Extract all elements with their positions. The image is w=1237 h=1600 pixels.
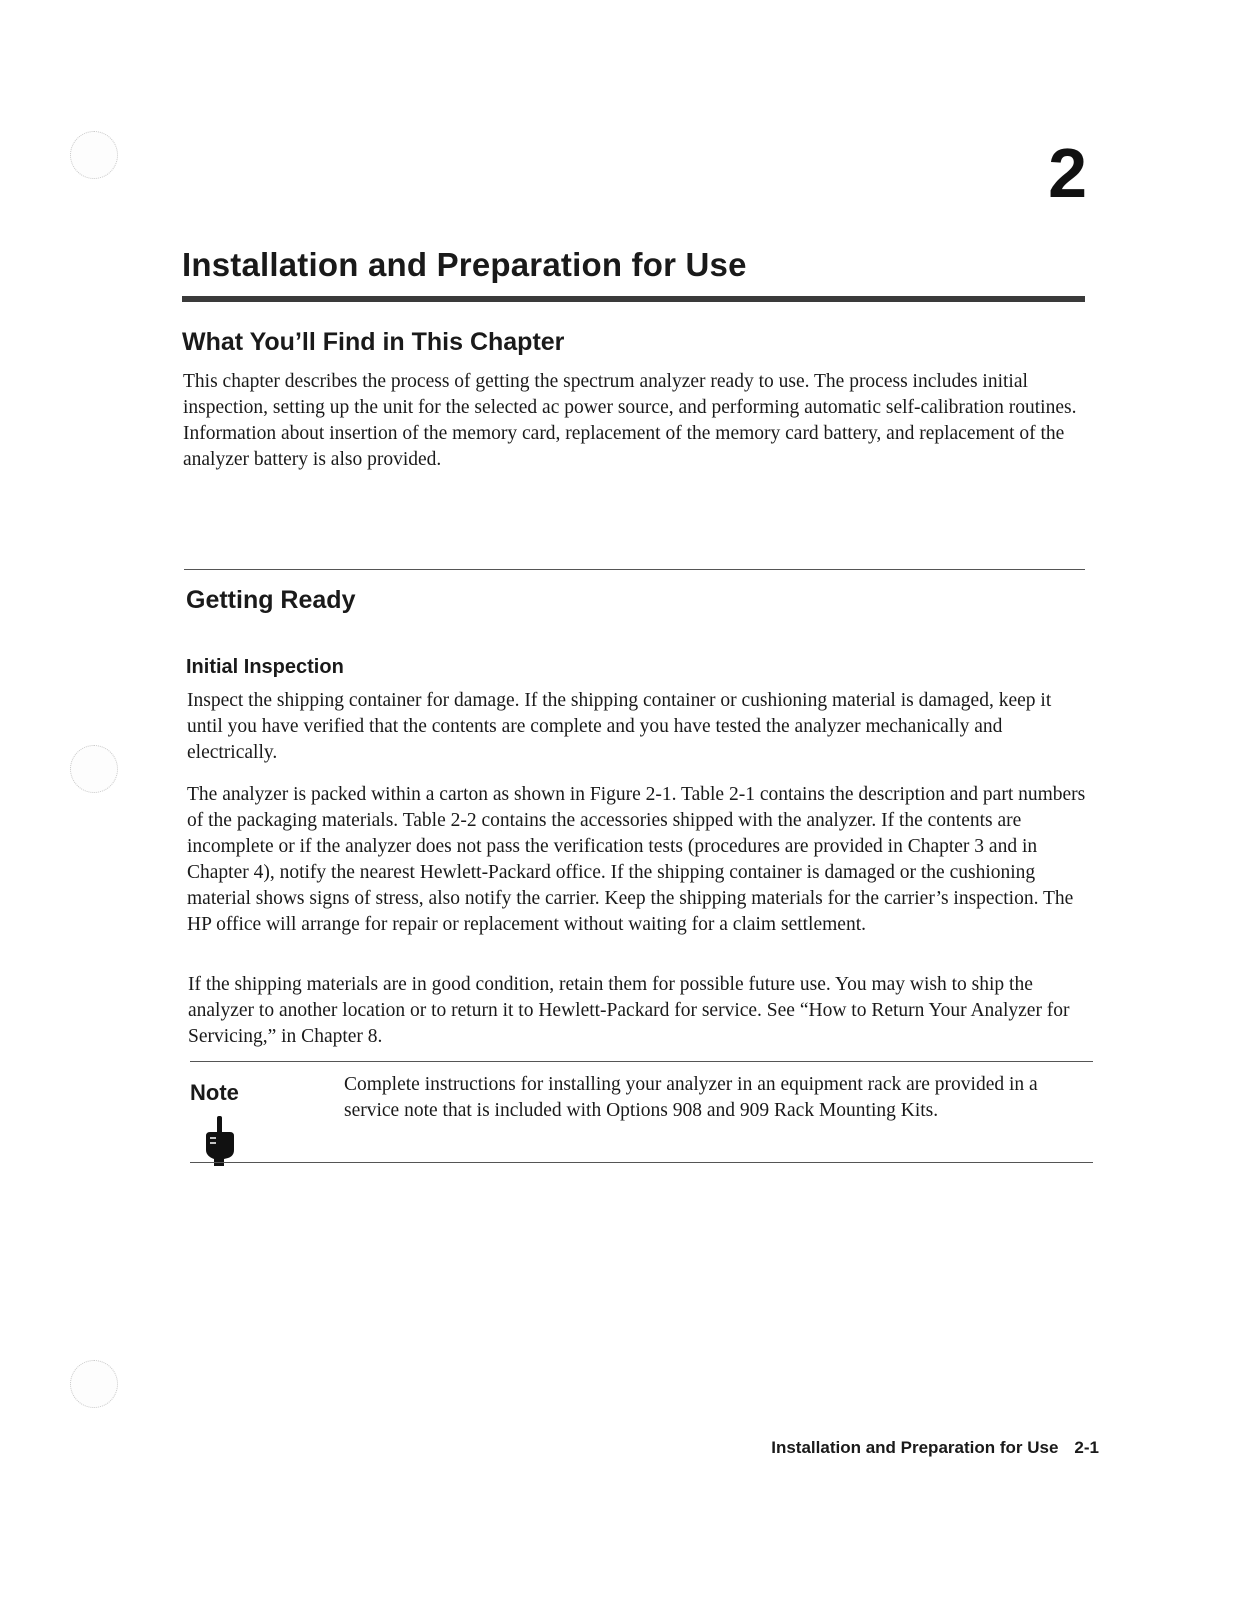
section-heading-what-youll-find: What You’ll Find in This Chapter <box>182 328 565 356</box>
inspection-paragraph-1: Inspect the shipping container for damage. If the shipping container or cushioning material is damaged, keep it until you have verified that the contents are complete and you have tested the analyzer mechanically and electrically. <box>187 690 1052 763</box>
inspection-paragraph-2: The analyzer is packed within a carton as shown in Figure 2-1. Table 2-1 contains the description and part numbers of the packaging materials. Table 2-2 contains the accessories shipped with the analyzer. If the contents are incomplete or if the analyzer does not pass the verification tests (procedures are provided in Chapter 3 and in Chapter 4), notify the nearest Hewlett-Packard office. If the shipping container is damaged or the cushioning material shows signs of stress, also notify the carrier. Keep the shipping materials for the carrier’s inspection. The HP office will arrange for repair or replacement without waiting for a claim settlement. <box>187 784 1086 935</box>
punch-hole-middle <box>70 745 118 793</box>
section-divider <box>184 569 1085 570</box>
page-number: 2-1 <box>1074 1438 1099 1457</box>
punch-hole-bottom <box>70 1360 118 1408</box>
chapter-number: 2 <box>1048 134 1087 212</box>
subheading-initial-inspection: Initial Inspection <box>186 656 344 678</box>
punch-hole-top <box>70 131 118 179</box>
chapter-title: Installation and Preparation for Use <box>182 246 747 283</box>
page-footer <box>771 1438 1099 1458</box>
pointing-hand-icon <box>200 1114 240 1168</box>
footer-title: Installation and Preparation for Use <box>771 1438 1059 1457</box>
note-label: Note <box>190 1080 239 1105</box>
note-rule-top <box>190 1061 1093 1062</box>
chapter-intro-paragraph: This chapter describes the process of getting the spectrum analyzer ready to use. The process includes initial inspection, setting up the unit for the selected ac power source, and performing automatic self-calibration routines. Information about insertion of the memory card, replacement of the memory card battery, and replacement of the analyzer battery is also provided. <box>183 371 1077 470</box>
section-heading-getting-ready: Getting Ready <box>186 586 356 614</box>
note-text: Complete instructions for installing your analyzer in an equipment rack are provided in a service note that is included with Options 908 and 909 Rack Mounting Kits. <box>344 1074 1038 1121</box>
inspection-paragraph-3: If the shipping materials are in good condition, retain them for possible future use. You may wish to ship the analyzer to another location or to return it to Hewlett-Packard for service. See “How to Return Your Analyzer for Servicing,” in Chapter 8. <box>188 974 1070 1047</box>
note-rule-bottom <box>190 1162 1093 1163</box>
title-rule <box>182 296 1085 302</box>
